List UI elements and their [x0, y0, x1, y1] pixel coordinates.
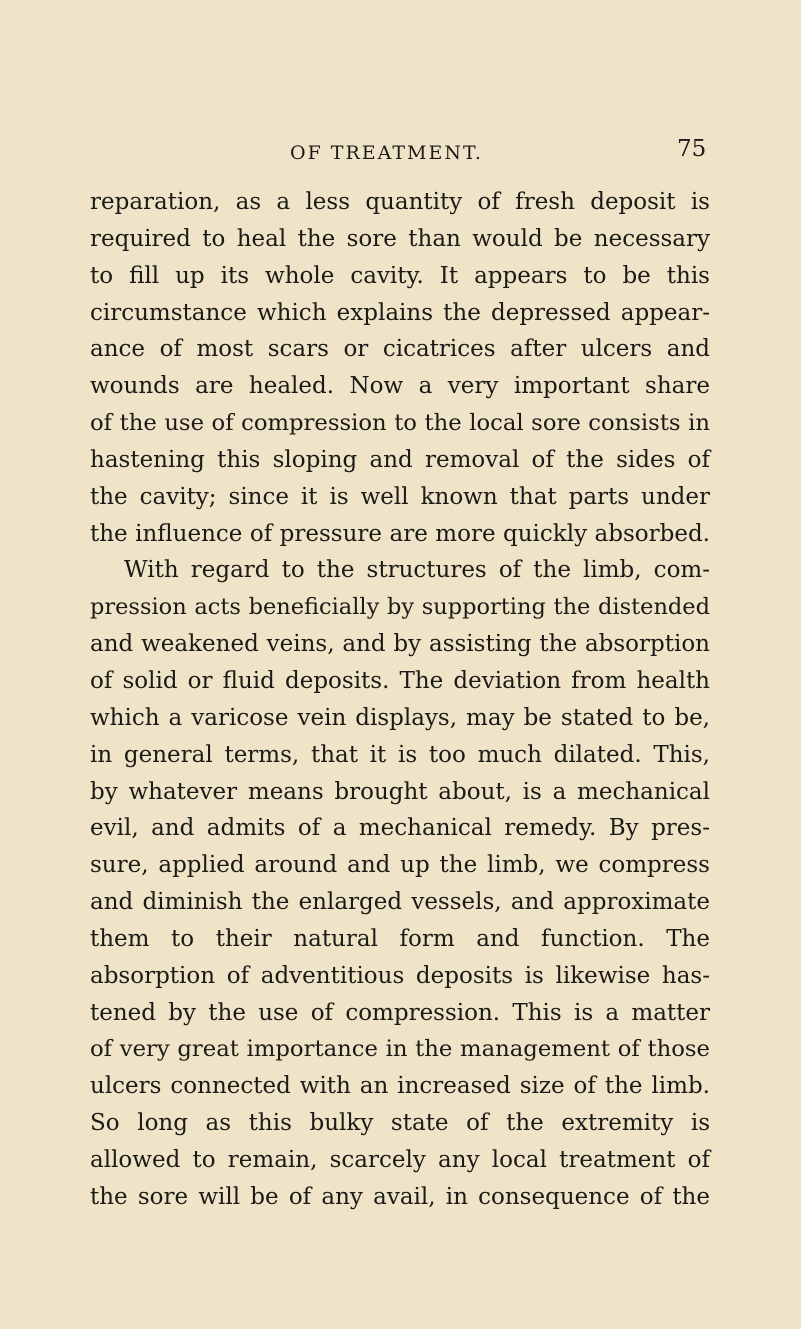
- text-line: evil, and admits of a mechanical remedy. By pres-: [90, 815, 710, 842]
- text-line: absorption of adventitious deposits is likewise has-: [90, 962, 710, 989]
- text-line: and diminish the enlarged vessels, and approximate: [90, 889, 710, 916]
- text-line: wounds are healed. Now a very important share: [90, 373, 710, 400]
- text-line: by whatever means brought about, is a mechanical: [90, 778, 710, 805]
- body-text: [90, 184, 710, 1216]
- text-line: the sore will be of any avail, in consequence of the: [90, 1183, 710, 1210]
- running-title: OF TREATMENT.: [290, 142, 483, 164]
- text-line: So long as this bulky state of the extremity is: [90, 1110, 710, 1137]
- text-line: required to heal the sore than would be necessary: [90, 225, 710, 252]
- text-line: the cavity; since it is well known that parts under: [90, 483, 710, 510]
- text-line: in general terms, that it is too much dilated. This,: [90, 741, 710, 768]
- paragraph-first-line: With regard to the structures of the limb, com-: [124, 557, 710, 584]
- text-line: of the use of compression to the local sore consists in: [90, 410, 710, 437]
- running-head: [0, 136, 801, 172]
- text-line: to fill up its whole cavity. It appears to be this: [90, 262, 710, 289]
- text-line: of very great importance in the management of those: [90, 1036, 710, 1063]
- text-line: ance of most scars or cicatrices after ulcers and: [90, 336, 710, 363]
- page-number: 75: [677, 136, 707, 162]
- text-line: of solid or fluid deposits. The deviation from health: [90, 667, 710, 694]
- text-line: tened by the use of compression. This is a matter: [90, 999, 710, 1026]
- text-line: reparation, as a less quantity of fresh deposit is: [90, 189, 710, 215]
- text-line: sure, applied around and up the limb, we compress: [90, 852, 710, 879]
- text-line: pression acts beneficially by supporting the distended: [90, 594, 710, 621]
- text-line: them to their natural form and function. The: [90, 925, 710, 952]
- text-line: hastening this sloping and removal of the sides of: [90, 446, 710, 473]
- text-line: circumstance which explains the depressed appear-: [90, 299, 710, 326]
- text-line: ulcers connected with an increased size of the limb.: [90, 1073, 710, 1100]
- text-line: allowed to remain, scarcely any local treatment of: [90, 1146, 710, 1173]
- text-line: the influence of pressure are more quickly absorbed.: [90, 520, 710, 547]
- text-line: which a varicose vein displays, may be stated to be,: [90, 704, 710, 731]
- text-line: and weakened veins, and by assisting the absorption: [90, 631, 710, 658]
